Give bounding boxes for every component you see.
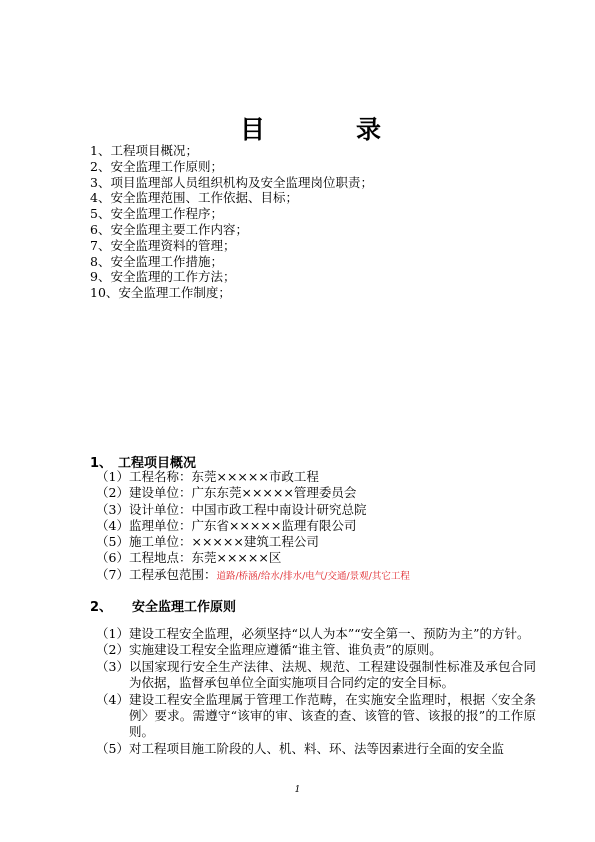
list-item-text: 建设工程安全监理，必须坚持“以人为本”“安全第一、预防为主”的方针。 — [128, 626, 530, 641]
list-item — [96, 741, 536, 757]
toc-item[interactable]: 9、安全监理的工作方法； — [90, 269, 236, 285]
info-row-name — [96, 469, 536, 485]
list-item-text: 以国家现行安全生产法律、法规、规范、工程建设强制性标准及承包合同为依据，监督承包单位全面实施项目合同约定的安全目标。 — [128, 658, 536, 691]
list-item — [96, 642, 536, 658]
toc-title — [0, 110, 595, 144]
section-1-number: 1、 — [90, 456, 113, 471]
info-row-owner — [96, 485, 536, 501]
toc-item[interactable]: 10、安全监理工作制度； — [90, 285, 231, 301]
list-item-number: （3） — [96, 658, 129, 674]
toc-item[interactable]: 3、项目监理部人员组织机构及安全监理岗位职责； — [90, 174, 373, 190]
info-label: （2）建设单位： — [96, 485, 192, 501]
toc-item[interactable]: 8、安全监理工作措施； — [90, 253, 223, 269]
toc-item[interactable]: 2、安全监理工作原则； — [90, 158, 223, 174]
info-value: 东莞×××××区 — [191, 550, 282, 566]
list-item — [96, 659, 536, 692]
info-value: 广东省×××××监理有限公司 — [191, 517, 357, 533]
info-value-scope: 道路/桥涵/给水/排水/电气/交通/景观/其它工程 — [216, 570, 410, 582]
info-label: （7）工程承包范围： — [96, 566, 217, 582]
list-item — [96, 692, 536, 741]
section-2-title: 安全监理工作原则 — [132, 600, 237, 615]
info-row-contractor — [96, 534, 536, 550]
info-value: 东莞×××××市政工程 — [191, 469, 319, 484]
toc-title-right: 录 — [356, 115, 382, 144]
info-label: （3）设计单位： — [96, 501, 192, 517]
section-2-heading — [90, 596, 236, 615]
list-item — [96, 626, 536, 642]
info-row-supervisor — [96, 518, 536, 534]
info-row-scope — [96, 567, 536, 585]
list-item-text: 对工程项目施工阶段的人、机、料、环、法等因素进行全面的安全监 — [128, 740, 504, 756]
list-item-number: （1） — [96, 626, 129, 641]
info-label: （4）监理单位： — [96, 517, 192, 533]
project-info-list — [96, 469, 536, 585]
page-number: 1 — [294, 785, 301, 795]
principles-list — [96, 626, 536, 757]
info-row-designer — [96, 502, 536, 518]
info-row-location — [96, 550, 536, 566]
toc-item[interactable]: 6、安全监理主要工作内容； — [90, 221, 248, 237]
list-item-text: 实施建设工程安全监理应遵循“谁主管、谁负责”的原则。 — [128, 642, 442, 658]
list-item-text: 建设工程安全监理属于管理工作范畴，在实施安全监理时，根据〈安全条例〉要求。需遵守“该审的审、该查的查、该管的管、该报的报”的工作原则。 — [128, 691, 536, 740]
section-1-title: 工程项目概况 — [118, 456, 197, 471]
info-value: ×××××建筑工程公司 — [191, 534, 319, 550]
toc-item[interactable]: 1、工程项目概况； — [90, 143, 198, 158]
info-label: （5）施工单位： — [96, 534, 192, 550]
toc-title-left: 目 — [240, 115, 266, 144]
info-label: （6）工程地点： — [96, 550, 192, 566]
list-item-number: （5） — [96, 740, 129, 756]
list-item-number: （2） — [96, 642, 129, 658]
toc-item[interactable]: 7、安全监理资料的管理； — [90, 237, 236, 253]
info-value: 广东东莞×××××管理委员会 — [191, 485, 357, 501]
list-item-number: （4） — [96, 691, 129, 707]
table-of-contents — [90, 143, 550, 301]
section-2-number: 2、 — [90, 600, 113, 615]
toc-item[interactable]: 4、安全监理范围、工作依据、目标； — [90, 190, 298, 206]
toc-item[interactable]: 5、安全监理工作程序； — [90, 206, 223, 222]
info-label: （1）工程名称： — [96, 469, 192, 484]
info-value: 中国市政工程中南设计研究总院 — [191, 501, 367, 517]
